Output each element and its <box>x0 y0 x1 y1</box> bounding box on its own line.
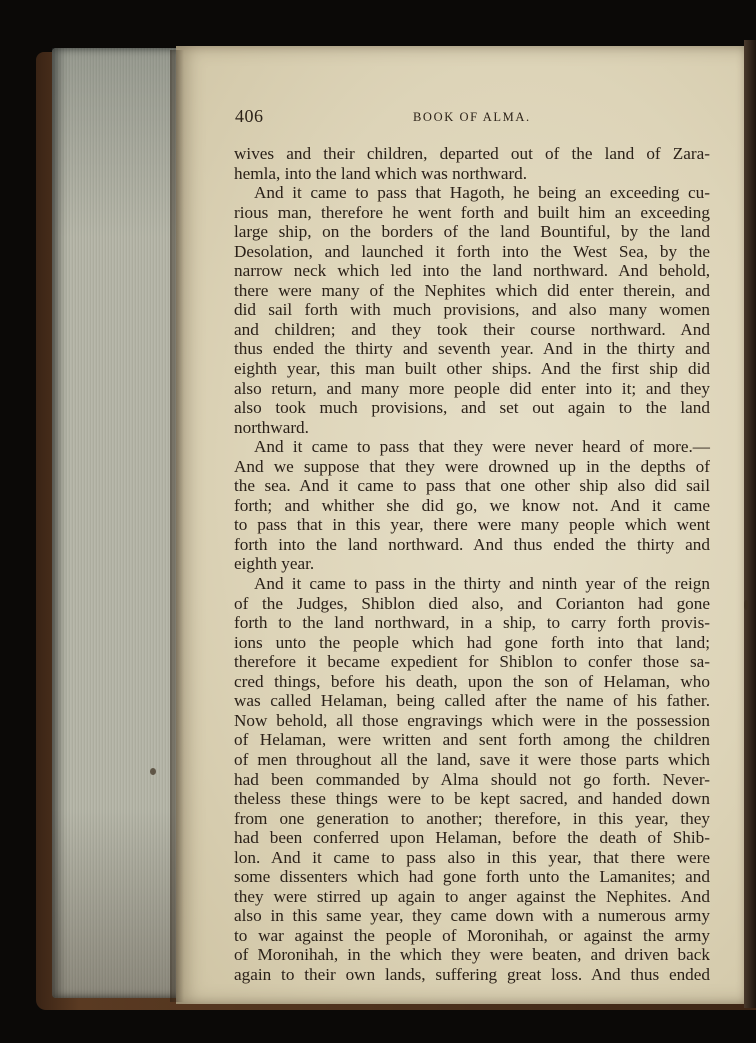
text-line: was called Helaman, being called after the name of his father. <box>234 691 710 711</box>
text-line: eighth year, this man built other ships. And the first ship did <box>234 359 710 379</box>
text-line: some dissenters which had gone forth unto the Lamanites; and <box>234 867 710 887</box>
text-line: to pass that in this year, there were many people which went <box>234 515 710 535</box>
text-line: did sail forth with much provisions, and also many women <box>234 300 710 320</box>
text-line: of Moronihah, in the which they were beaten, and driven back <box>234 945 710 965</box>
text-line: again to their own lands, suffering great loss. And thus ended <box>234 964 710 984</box>
text-line: forth into the land northward. And thus ended the thirty and <box>234 534 710 554</box>
text-line: thus ended the thirty and seventh year. And in the thirty and <box>234 339 710 359</box>
page-number: 406 <box>235 106 264 126</box>
text-line: also in this same year, they came down with a numerous army <box>234 906 710 926</box>
text-line: theless these things were to be kept sacred, and handed down <box>234 789 710 809</box>
text-line: and children; and they took their course northward. And <box>234 319 710 339</box>
text-line: And we suppose that they were drowned up in the depths of <box>234 456 710 476</box>
text-line: had been commanded by Alma should not go forth. Never- <box>234 769 710 789</box>
text-line: Now behold, all those engravings which were in the possession <box>234 710 710 730</box>
text-line: therefore it became expedient for Shiblon to confer those sa- <box>234 652 710 672</box>
text-line: forth to the land northward, in a ship, to carry forth provis- <box>234 613 710 633</box>
text-line: the sea. And it came to pass that one other ship also did sail <box>234 476 710 496</box>
text-line: ions unto the people which had gone forth into that land; <box>234 632 710 652</box>
text-line: rious man, therefore he went forth and built him an exceeding <box>234 202 710 222</box>
text-line: had been conferred upon Helaman, before the death of Shib- <box>234 828 710 848</box>
page-header <box>235 106 710 130</box>
text-line: lon. And it came to pass also in this year, that there were <box>234 847 710 867</box>
text-line: And it came to pass that Hagoth, he being an exceeding cu- <box>254 183 710 203</box>
facing-page-edge <box>744 40 756 1008</box>
text-line: And it came to pass in the thirty and ninth year of the reign <box>254 574 710 594</box>
body-text <box>234 144 710 985</box>
text-line: wives and their children, departed out of the land of Zara- <box>234 144 710 163</box>
text-line: eighth year. <box>234 554 315 574</box>
text-line: hemla, into the land which was northward. <box>234 163 528 183</box>
text-line: of men throughout all the land, save it were those parts which <box>234 749 710 769</box>
text-line: from one generation to another; therefore, in this year, they <box>234 808 710 828</box>
text-line: also return, and many more people did enter into it; and they <box>234 378 710 398</box>
text-line: forth; and whither she did go, we know not. And it came <box>234 495 710 515</box>
text-line: northward. <box>234 417 309 437</box>
ink-speck <box>150 768 156 775</box>
text-line: they were stirred up again to anger against the Nephites. And <box>234 886 710 906</box>
text-line: there were many of the Nephites which did enter therein, and <box>234 280 710 300</box>
text-line: cred things, before his death, upon the son of Helaman, who <box>234 671 710 691</box>
text-line: also took much provisions, and set out again to the land <box>234 398 710 418</box>
text-line: to war against the people of Moronihah, or against the army <box>234 925 710 945</box>
page-edges <box>52 48 180 998</box>
ink-speck <box>744 600 748 610</box>
page-gutter <box>170 50 184 1002</box>
text-line: of Helaman, were written and sent forth among the children <box>234 730 710 750</box>
text-line: narrow neck which led into the land northward. And behold, <box>234 261 710 281</box>
running-head: BOOK OF ALMA. <box>413 110 531 124</box>
text-line: of the Judges, Shiblon died also, and Corianton had gone <box>234 593 710 613</box>
text-line: And it came to pass that they were never heard of more.— <box>254 437 710 457</box>
text-line: Desolation, and launched it forth into the West Sea, by the <box>234 241 710 261</box>
text-line: large ship, on the borders of the land Bountiful, by the land <box>234 222 710 242</box>
